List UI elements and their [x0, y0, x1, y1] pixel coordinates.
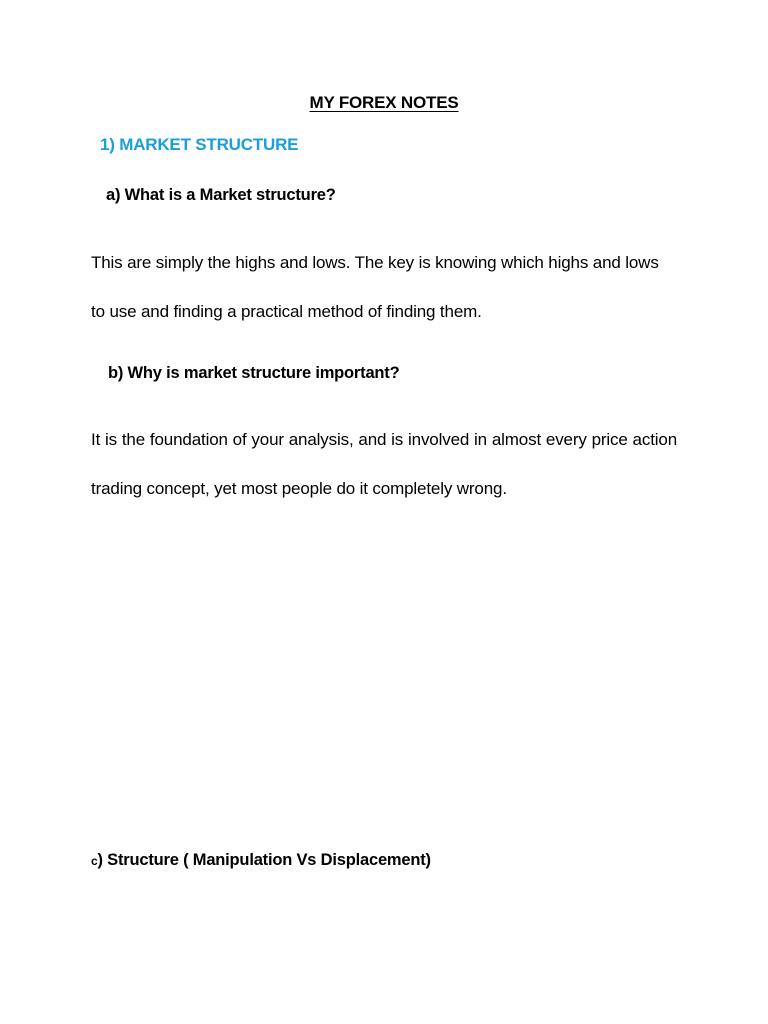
- subheading-what-is-market-structure: a) What is a Market structure?: [106, 186, 336, 204]
- document-title: [0, 93, 768, 113]
- paragraph-market-structure-definition: This are simply the highs and lows. The key is knowing which highs and lows to use and finding a practical method of finding them.: [91, 253, 659, 321]
- subheading-why-important: b) Why is market structure important?: [108, 364, 400, 382]
- document-title-text: MY FOREX NOTES: [309, 93, 459, 112]
- paragraph-why-important: It is the foundation of your analysis, and is involved in almost every price action trading concept, yet most people do it completely wrong.: [91, 430, 677, 498]
- subheading-manipulation-vs-displacement: [91, 851, 431, 870]
- subheading-c-prefix: c: [91, 854, 98, 868]
- section-heading-market-structure: 1) MARKET STRUCTURE: [100, 135, 299, 154]
- subheading-c-text: ) Structure ( Manipulation Vs Displacement): [97, 851, 431, 869]
